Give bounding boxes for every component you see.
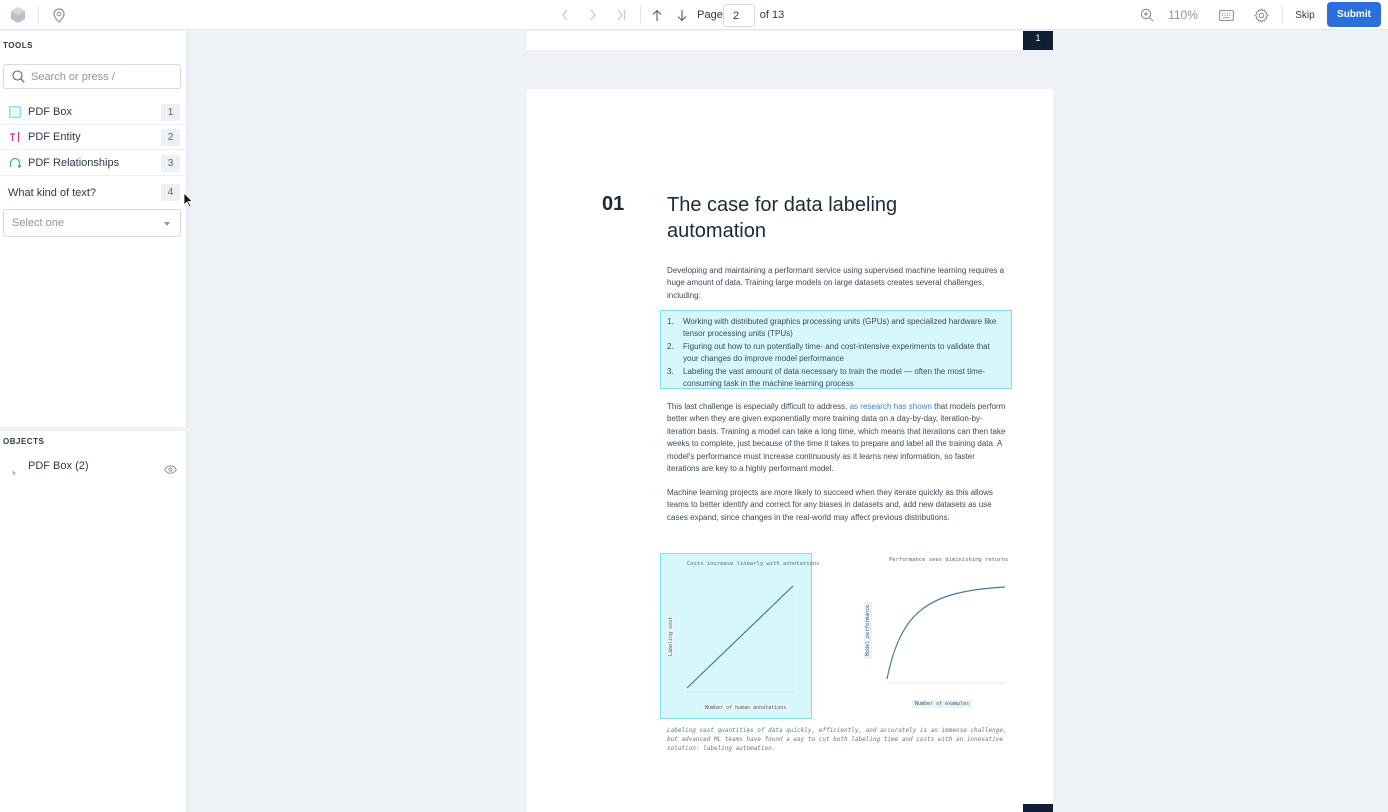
chart-title: Costs increase linearly with annotations <box>687 561 820 567</box>
chapter-title: The case for data labeling automation <box>667 194 898 242</box>
chart-title: Performance sees diminishing returns <box>889 557 1009 563</box>
app-logo-icon[interactable] <box>8 0 28 30</box>
hotkey-badge: 3 <box>161 155 180 172</box>
zoom-in-icon[interactable] <box>1138 0 1156 30</box>
chevron-left-icon[interactable] <box>558 0 572 30</box>
tool-search-input[interactable] <box>3 64 181 89</box>
next-page-tab <box>1023 804 1053 812</box>
relationship-arc-icon <box>9 157 21 169</box>
y-axis-label: Labeling cost <box>667 614 675 659</box>
list-item: 1. Working with distributed graphics processing units (GPUs) and specialized hardware like tensor processing units (TPUs) <box>667 317 997 339</box>
search-placeholder: Search or press / <box>31 70 115 83</box>
x-axis-label: Number of examples <box>912 700 972 708</box>
tool-label: PDF Box <box>28 106 73 118</box>
tool-pdf-box[interactable] <box>0 100 187 125</box>
left-sidebar <box>0 31 187 812</box>
keyboard-icon[interactable] <box>1216 0 1236 30</box>
figure-caption: Labeling vast quantities of data quickly, efficiently, and accurately is an immense challenge, but advanced ML teams have found a way to cut both labeling time and costs with an innovative solution: labeling automation. <box>667 727 1007 752</box>
page-number-tab: 1 <box>1023 31 1053 50</box>
tool-label: PDF Entity <box>28 131 81 143</box>
body-paragraph: This last challenge is especially difficult to address, as research has shown that models perform better when they are given exponentially more training data on a day-by-day, iteration-by-iteration basis. Training a model can take a long time, which means that iterations can then take weeks to complete, just because of the time it takes to prepare and label all the training data. A model's performance must increase continuously as it learns new information, so faster iterations are key to a highly performant model. <box>667 402 1006 474</box>
top-toolbar <box>0 0 1388 30</box>
submit-button[interactable]: Submit <box>1327 2 1381 27</box>
text-kind-select[interactable] <box>3 209 181 237</box>
object-label: PDF Box (2) <box>28 460 89 472</box>
intro-paragraph: Developing and maintaining a performant service using supervised machine learning requires a huge amount of data. Training large models on large datasets creates several challenges, including: <box>667 266 1005 300</box>
eye-visibility-icon[interactable] <box>164 461 177 479</box>
objects-section-title: OBJECTS <box>3 437 45 446</box>
page-total: of 13 <box>759 9 785 21</box>
toolbar-divider <box>640 6 641 24</box>
location-pin-icon[interactable] <box>50 0 68 30</box>
mouse-cursor-icon <box>183 192 193 208</box>
arrow-up-icon[interactable] <box>649 0 665 30</box>
text-entity-icon <box>9 131 21 143</box>
previous-page <box>527 31 1053 50</box>
tool-pdf-relationships[interactable] <box>0 151 187 176</box>
select-placeholder: Select one <box>12 217 64 229</box>
list-item: 2. Figuring out how to run potentially time- and cost-intensive experiments to validate that your changes do improve model performance <box>667 341 990 364</box>
chevron-down-icon <box>164 222 170 226</box>
y-axis-label: Model performance <box>864 602 872 659</box>
page-label: Page <box>697 9 723 21</box>
classification-question-label: What kind of text? <box>8 187 97 199</box>
diminishing-returns-chart <box>882 579 1007 691</box>
skip-to-end-icon[interactable] <box>614 0 628 30</box>
box-icon <box>9 106 21 118</box>
pdf-canvas[interactable] <box>188 31 1388 812</box>
zoom-level[interactable]: 110% <box>1168 8 1198 22</box>
x-axis-label: Number of human annotations <box>702 704 789 712</box>
list-item: 3. Labeling the vast amount of data necessary to train the model — often the most time-consuming task in the machine learning process <box>667 366 985 389</box>
hotkey-badge: 4 <box>161 184 180 201</box>
chapter-number: 01 <box>602 193 625 215</box>
tool-label: PDF Relationships <box>28 157 120 169</box>
skip-button[interactable]: Skip <box>1295 9 1315 21</box>
toolbar-divider <box>38 6 39 24</box>
hotkey-badge: 2 <box>161 129 180 146</box>
challenge-list <box>667 316 1007 390</box>
settings-gear-icon[interactable] <box>1251 0 1271 30</box>
section-divider <box>0 427 187 431</box>
tool-pdf-entity[interactable] <box>0 125 187 150</box>
arrow-down-icon[interactable] <box>674 0 690 30</box>
chevron-right-icon[interactable] <box>586 0 600 30</box>
search-icon <box>12 70 25 83</box>
object-item-pdf-box[interactable] <box>0 455 187 477</box>
tools-section-title: TOOLS <box>3 41 33 50</box>
pdf-page[interactable] <box>527 89 1053 812</box>
research-link[interactable]: as research has shown <box>849 402 932 411</box>
series-line <box>887 587 1005 679</box>
body-paragraph: Machine learning projects are more likely to succeed when they iterate quickly as this allows teams to better identify and correct for any biases in datasets and, add new datasets as use cases expand, since changes in the real-world may affect previous distributions. <box>667 488 993 522</box>
page-number-input[interactable]: 2 <box>723 4 755 27</box>
hotkey-badge: 1 <box>161 104 180 121</box>
caret-right-icon[interactable] <box>12 463 17 481</box>
toolbar-divider <box>1282 6 1283 24</box>
linear-cost-chart <box>682 574 797 694</box>
